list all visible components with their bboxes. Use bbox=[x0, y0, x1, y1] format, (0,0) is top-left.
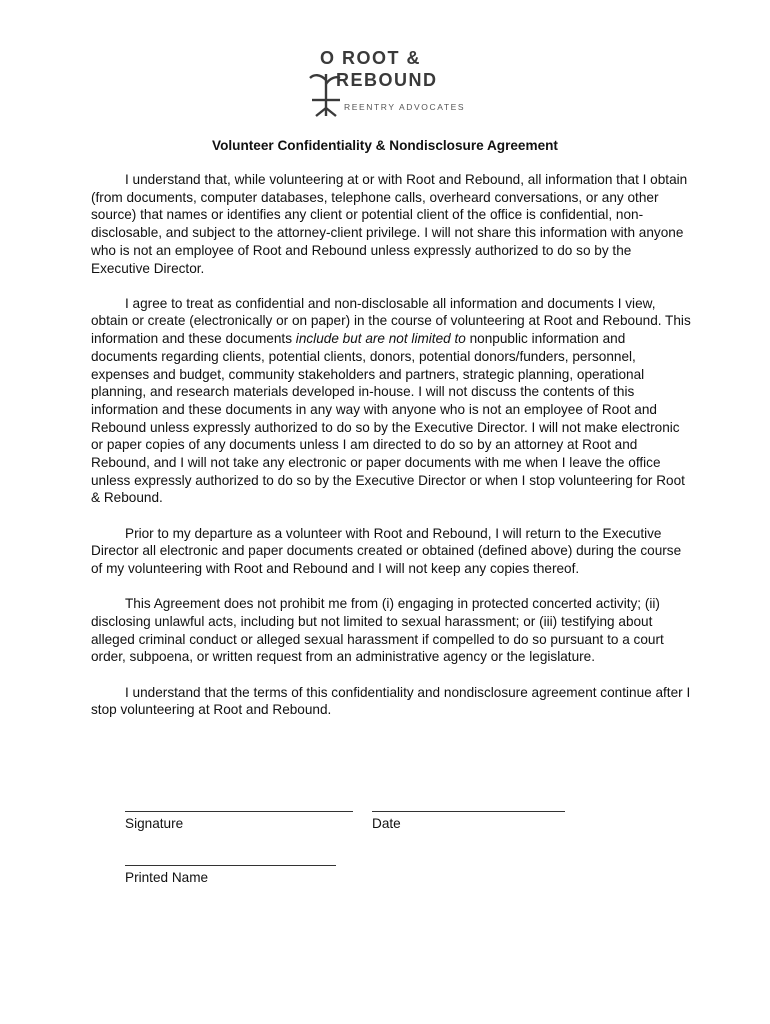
emphasis-text: include but are not limited to bbox=[295, 331, 466, 347]
printed-name-line bbox=[125, 865, 336, 866]
date-line bbox=[372, 811, 565, 812]
date-label: Date bbox=[372, 816, 401, 831]
logo-tagline: REENTRY ADVOCATES bbox=[344, 102, 466, 112]
paragraph-continuing-terms: I understand that the terms of this confidentiality and nondisclosure agreement continue after I stop volunteering at Root and Rebound. bbox=[91, 684, 691, 718]
paragraph-protected-activity: This Agreement does not prohibit me from (i) engaging in protected concerted activity; (ii) disclosing unlawful acts, including but not limited to sexual harassment; or (iii) testifying about alleged criminal conduct or alleged sexual harassment if compelled to do so pursuant to a court order, subpoena, or written request from an administrative agency or the legislature. bbox=[91, 596, 664, 665]
paragraph-confidential-information: I understand that, while volunteering at or with Root and Rebound, all information that I obtain (from documents, computer databases, telephone calls, overheard conversations, or any other source) that names or identifies any client or potential client of the office is confidential, non-disclosable, and subject to the attorney-client privilege. I will not share this information with anyone who is not an employee of Root and Rebound unless expressly authorized to do so by the Executive Director. bbox=[91, 172, 688, 276]
printed-name-field[interactable] bbox=[125, 865, 336, 885]
paragraph-text: nonpublic information and documents regarding clients, potential clients, donors, potential donors/funders, personnel, expenses and budget, community stakeholders and partners, strategic planning, operational planning, and research materials developed in-house. I will not discuss the contents of this information and these documents in any way with anyone who is not an employee of Root and Rebound unless expressly authorized to do so by the Executive Director. I will not make electronic or paper copies of any documents unless I am directed to do so by an attorney at Root and Rebound, and I will not take any electronic or paper documents with me when I leave the office unless expressly authorized to do so by the Executive Director or when I stop volunteering for Root & Rebound. bbox=[91, 331, 685, 506]
agreement-body bbox=[91, 171, 691, 736]
logo-wordmark-line1: O ROOT & bbox=[320, 48, 421, 68]
paragraph-text: I agree to treat as confidential and non-disclosable all information and documents I view, obtain or create (electronically or on paper) in the course of volunteering at Root and Rebound. This information and these documents bbox=[91, 295, 691, 347]
signature-label: Signature bbox=[125, 816, 184, 831]
signature-line bbox=[125, 811, 353, 812]
paragraph-return-of-documents: Prior to my departure as a volunteer with Root and Rebound, I will return to the Executive Director all electronic and paper documents created or obtained (defined above) during the course of my volunteering with Root and Rebound and I will not keep any copies thereof. bbox=[91, 525, 682, 577]
signature-field[interactable] bbox=[125, 811, 353, 831]
paragraph-treatment-of-documents bbox=[91, 295, 691, 507]
root-and-rebound-logo bbox=[306, 44, 466, 120]
document-title: Volunteer Confidentiality & Nondisclosure Agreement bbox=[212, 138, 558, 153]
date-field[interactable] bbox=[372, 811, 565, 831]
printed-name-label: Printed Name bbox=[125, 870, 209, 885]
logo-wordmark-line2: REBOUND bbox=[336, 70, 438, 90]
